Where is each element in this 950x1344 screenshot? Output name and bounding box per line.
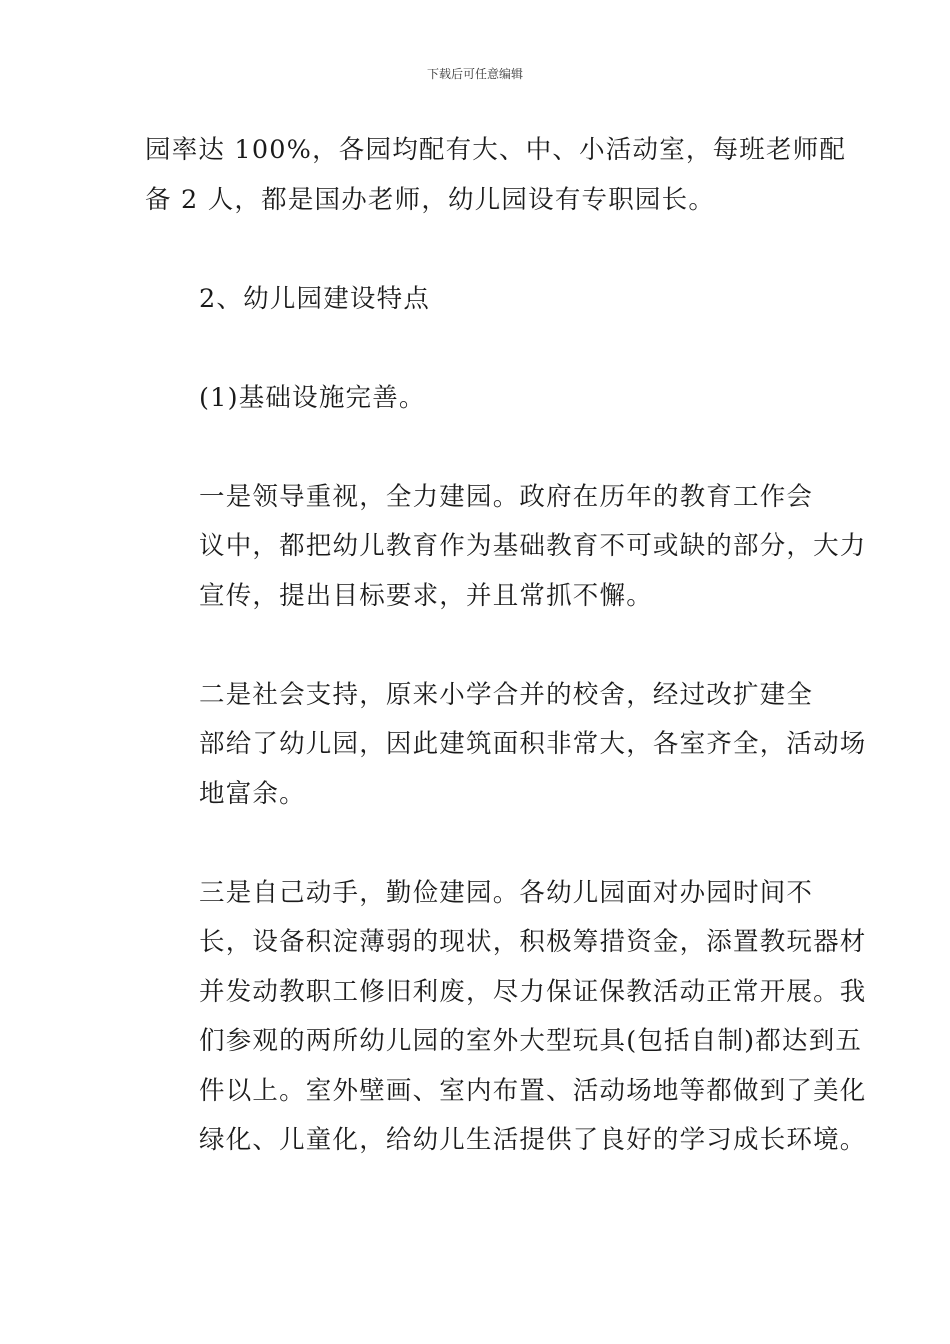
text-line: 并发动教职工修旧利废，尽力保证保教活动正常开展。我 [199,976,867,1007]
text-line: 地富余。 [199,778,306,809]
subsection-heading [145,374,809,424]
text-line: 二是社会支持，原来小学合并的校舍，经过改扩建全 [199,679,814,710]
text-line: 议中，都把幼儿教育作为基础教育不可或缺的部分，大力 [199,531,867,561]
text-line: 宣传，提出目标要求，并且常抓不懈。 [199,580,653,611]
paragraph-self-reliance [145,869,867,1166]
paragraph-continued [145,126,847,225]
text-line: (1)基础设施完善。 [199,382,426,413]
text-line: 三是自己动手，勤俭建园。各幼儿园面对办园时间不 [199,877,814,908]
text-line: 们参观的两所幼儿园的室外大型玩具(包括自制)都达到五 [199,1026,863,1056]
document-body [145,126,867,1215]
text-line: 一是领导重视，全力建园。政府在历年的教育工作会 [199,481,814,512]
header-note: 下载后可任意编辑 [426,67,523,81]
text-line: 备 2 人，都是国办老师，幼儿园设有专职园长。 [145,184,716,215]
text-line: 件以上。室外壁画、室内布置、活动场地等都做到了美化 [199,1075,867,1106]
text-line: 长，设备积淀薄弱的现状，积极筹措资金，添置教玩器材 [199,927,867,957]
text-line: 2、幼儿园建设特点 [199,283,431,314]
text-line: 绿化、儿童化，给幼儿生活提供了良好的学习成长环境。 [199,1125,867,1155]
text-line: 园率达 100%，各园均配有大、中、小活动室，每班老师配 [145,135,847,165]
paragraph-social-support [145,671,867,820]
text-line: 部给了幼儿园，因此建筑面积非常大，各室齐全，活动场 [199,729,867,759]
paragraph-leadership [145,473,867,622]
section-heading [145,275,809,325]
